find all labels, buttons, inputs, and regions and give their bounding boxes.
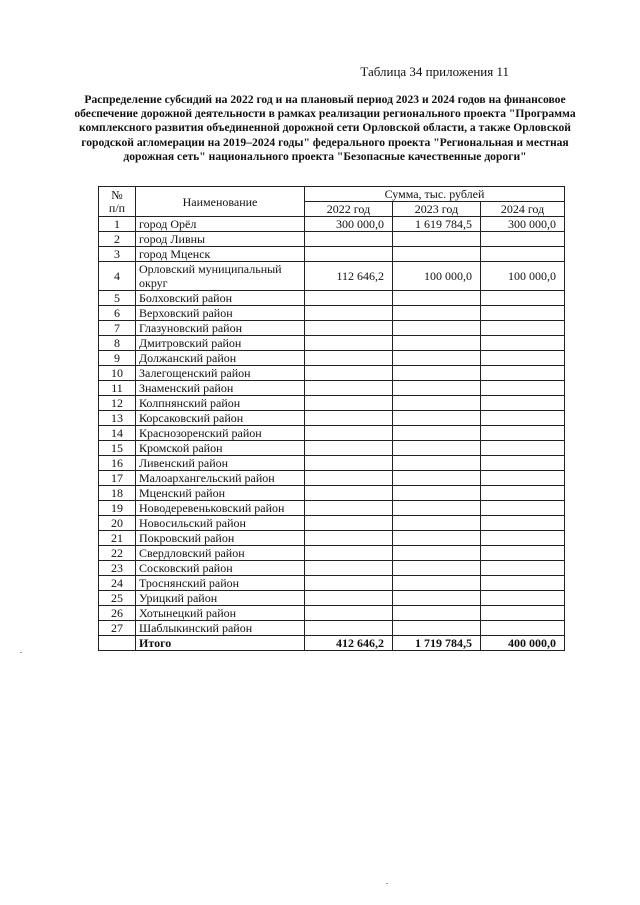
row-value-2024: [481, 606, 565, 621]
row-number: 8: [99, 336, 136, 351]
row-value-2024: [481, 441, 565, 456]
row-value-2023: [393, 232, 481, 247]
row-value-2024: [481, 351, 565, 366]
table-row: [99, 247, 565, 262]
row-value-2023: [393, 336, 481, 351]
subsidy-table: [98, 186, 565, 651]
table-row: [99, 576, 565, 591]
row-number: 4: [99, 262, 136, 291]
table-row: [99, 351, 565, 366]
row-value-2023: [393, 306, 481, 321]
row-value-2022: [305, 531, 393, 546]
row-value-2023: [393, 381, 481, 396]
row-value-2024: [481, 516, 565, 531]
row-value-2022: [305, 516, 393, 531]
row-value-2022: [305, 576, 393, 591]
row-name: Кромской район: [136, 441, 305, 456]
row-value-2023: [393, 501, 481, 516]
row-value-2022: [305, 291, 393, 306]
row-value-2024: [481, 396, 565, 411]
row-name: город Мценск: [136, 247, 305, 262]
row-value-2023: [393, 366, 481, 381]
row-value-2023: [393, 546, 481, 561]
row-number: 7: [99, 321, 136, 336]
row-value-2022: [305, 232, 393, 247]
row-value-2023: [393, 621, 481, 636]
total-number-cell: [99, 636, 136, 651]
row-name: город Орёл: [136, 217, 305, 232]
row-value-2022: [305, 591, 393, 606]
row-number: 20: [99, 516, 136, 531]
row-name: Залегощенский район: [136, 366, 305, 381]
row-value-2023: [393, 441, 481, 456]
header-sum: Сумма, тыс. рублей: [305, 187, 565, 202]
row-value-2022: 300 000,0: [305, 217, 393, 232]
row-value-2022: [305, 606, 393, 621]
row-value-2024: [481, 232, 565, 247]
row-value-2023: [393, 321, 481, 336]
row-name: Малоархангельский район: [136, 471, 305, 486]
total-value-2023: 1 719 784,5: [393, 636, 481, 651]
row-value-2024: [481, 336, 565, 351]
row-value-2022: [305, 486, 393, 501]
row-value-2024: [481, 306, 565, 321]
scan-mark: [20, 652, 22, 653]
scan-mark: [386, 883, 388, 884]
row-value-2023: [393, 486, 481, 501]
row-name: Новосильский район: [136, 516, 305, 531]
row-name: Верховский район: [136, 306, 305, 321]
row-value-2024: [481, 291, 565, 306]
row-value-2024: [481, 576, 565, 591]
table-row: [99, 591, 565, 606]
row-name: Сосковский район: [136, 561, 305, 576]
row-name: Дмитровский район: [136, 336, 305, 351]
table-row: [99, 486, 565, 501]
table-row: [99, 426, 565, 441]
row-value-2022: [305, 426, 393, 441]
total-value-2024: 400 000,0: [481, 636, 565, 651]
document-title: Распределение субсидий на 2022 год и на плановый период 2023 и 2024 годов на финансовое обеспечение дорожной деятельности в рамках реализации регионального проекта "Программа комплексного развития объединенной дорожной сети Орловской области, а также Орловской городской агломерации на 2019–2024 годы" федерального проекта "Региональная и местная дорожная сеть" национального проекта "Безопасные качественные дороги": [74, 93, 576, 163]
row-name: Знаменский район: [136, 381, 305, 396]
row-value-2024: [481, 411, 565, 426]
row-number: 17: [99, 471, 136, 486]
row-value-2023: [393, 247, 481, 262]
row-value-2023: [393, 471, 481, 486]
row-value-2023: 1 619 784,5: [393, 217, 481, 232]
row-number: 5: [99, 291, 136, 306]
row-name: Должанский район: [136, 351, 305, 366]
row-value-2022: [305, 621, 393, 636]
table-row: [99, 217, 565, 232]
table-row: [99, 366, 565, 381]
row-number: 2: [99, 232, 136, 247]
row-value-2022: [305, 396, 393, 411]
row-value-2023: [393, 426, 481, 441]
row-number: 19: [99, 501, 136, 516]
row-value-2022: [305, 351, 393, 366]
table-row: [99, 306, 565, 321]
row-number: 18: [99, 486, 136, 501]
table-row: [99, 381, 565, 396]
row-number: 13: [99, 411, 136, 426]
row-number: 23: [99, 561, 136, 576]
row-value-2023: [393, 291, 481, 306]
row-number: 12: [99, 396, 136, 411]
row-number: 22: [99, 546, 136, 561]
header-name: Наименование: [136, 187, 305, 217]
total-value-2022: 412 646,2: [305, 636, 393, 651]
row-number: 26: [99, 606, 136, 621]
row-value-2022: [305, 381, 393, 396]
row-value-2024: [481, 546, 565, 561]
table-row: [99, 546, 565, 561]
row-value-2024: 100 000,0: [481, 262, 565, 291]
table-row: [99, 291, 565, 306]
table-row: [99, 262, 565, 291]
row-value-2023: [393, 606, 481, 621]
row-number: 10: [99, 366, 136, 381]
row-value-2022: [305, 306, 393, 321]
row-name: Хотынецкий район: [136, 606, 305, 621]
row-value-2023: [393, 351, 481, 366]
row-value-2023: [393, 456, 481, 471]
total-row: [99, 636, 565, 651]
row-value-2022: [305, 247, 393, 262]
row-number: 9: [99, 351, 136, 366]
row-number: 21: [99, 531, 136, 546]
row-value-2024: [481, 531, 565, 546]
table-row: [99, 561, 565, 576]
row-name: Колпнянский район: [136, 396, 305, 411]
row-value-2023: [393, 411, 481, 426]
row-value-2024: [481, 381, 565, 396]
row-name: Троснянский район: [136, 576, 305, 591]
row-value-2023: [393, 591, 481, 606]
row-number: 3: [99, 247, 136, 262]
row-value-2024: [481, 501, 565, 516]
row-name: Ливенский район: [136, 456, 305, 471]
row-name: Покровский район: [136, 531, 305, 546]
row-number: 1: [99, 217, 136, 232]
row-number: 11: [99, 381, 136, 396]
row-number: 25: [99, 591, 136, 606]
row-value-2022: [305, 441, 393, 456]
table-row: [99, 501, 565, 516]
row-value-2024: [481, 591, 565, 606]
row-value-2022: [305, 321, 393, 336]
row-number: 15: [99, 441, 136, 456]
table-row: [99, 441, 565, 456]
row-value-2022: [305, 336, 393, 351]
row-number: 16: [99, 456, 136, 471]
table-row: [99, 396, 565, 411]
row-value-2023: [393, 396, 481, 411]
row-value-2023: [393, 561, 481, 576]
table-body: [99, 217, 565, 651]
row-value-2022: [305, 471, 393, 486]
table-row: [99, 621, 565, 636]
annex-label: Таблица 34 приложения 11: [360, 64, 509, 79]
row-value-2023: [393, 576, 481, 591]
row-value-2023: 100 000,0: [393, 262, 481, 291]
table-row: [99, 516, 565, 531]
table-header-row: [99, 187, 565, 202]
row-name: Шаблыкинский район: [136, 621, 305, 636]
row-value-2024: [481, 456, 565, 471]
total-label: Итого: [136, 636, 305, 651]
table-row: [99, 321, 565, 336]
row-name: Мценский район: [136, 486, 305, 501]
row-value-2024: [481, 247, 565, 262]
row-value-2024: [481, 471, 565, 486]
row-value-2024: [481, 561, 565, 576]
header-year-2022: 2022 год: [305, 202, 393, 217]
row-number: 14: [99, 426, 136, 441]
row-number: 24: [99, 576, 136, 591]
row-name: Болховский район: [136, 291, 305, 306]
row-value-2022: [305, 561, 393, 576]
row-name: Свердловский район: [136, 546, 305, 561]
table-row: [99, 606, 565, 621]
row-value-2024: [481, 621, 565, 636]
row-value-2024: [481, 366, 565, 381]
row-name: Урицкий район: [136, 591, 305, 606]
row-value-2023: [393, 531, 481, 546]
header-num: № п/п: [99, 187, 136, 217]
row-name: Краснозоренский район: [136, 426, 305, 441]
row-name: город Ливны: [136, 232, 305, 247]
header-year-2024: 2024 год: [481, 202, 565, 217]
row-name: Корсаковский район: [136, 411, 305, 426]
row-value-2024: 300 000,0: [481, 217, 565, 232]
table-row: [99, 232, 565, 247]
table-row: [99, 531, 565, 546]
row-value-2023: [393, 516, 481, 531]
row-name: Новодеревеньковский район: [136, 501, 305, 516]
row-value-2024: [481, 486, 565, 501]
table-row: [99, 336, 565, 351]
row-name: Глазуновский район: [136, 321, 305, 336]
row-value-2024: [481, 426, 565, 441]
row-value-2022: [305, 366, 393, 381]
row-value-2022: [305, 411, 393, 426]
row-value-2022: [305, 456, 393, 471]
row-number: 6: [99, 306, 136, 321]
row-number: 27: [99, 621, 136, 636]
row-value-2022: [305, 501, 393, 516]
table-row: [99, 471, 565, 486]
row-name: Орловский муниципальный округ: [136, 262, 305, 291]
header-year-2023: 2023 год: [393, 202, 481, 217]
row-value-2022: [305, 546, 393, 561]
row-value-2022: 112 646,2: [305, 262, 393, 291]
row-value-2024: [481, 321, 565, 336]
table-row: [99, 456, 565, 471]
table-row: [99, 411, 565, 426]
